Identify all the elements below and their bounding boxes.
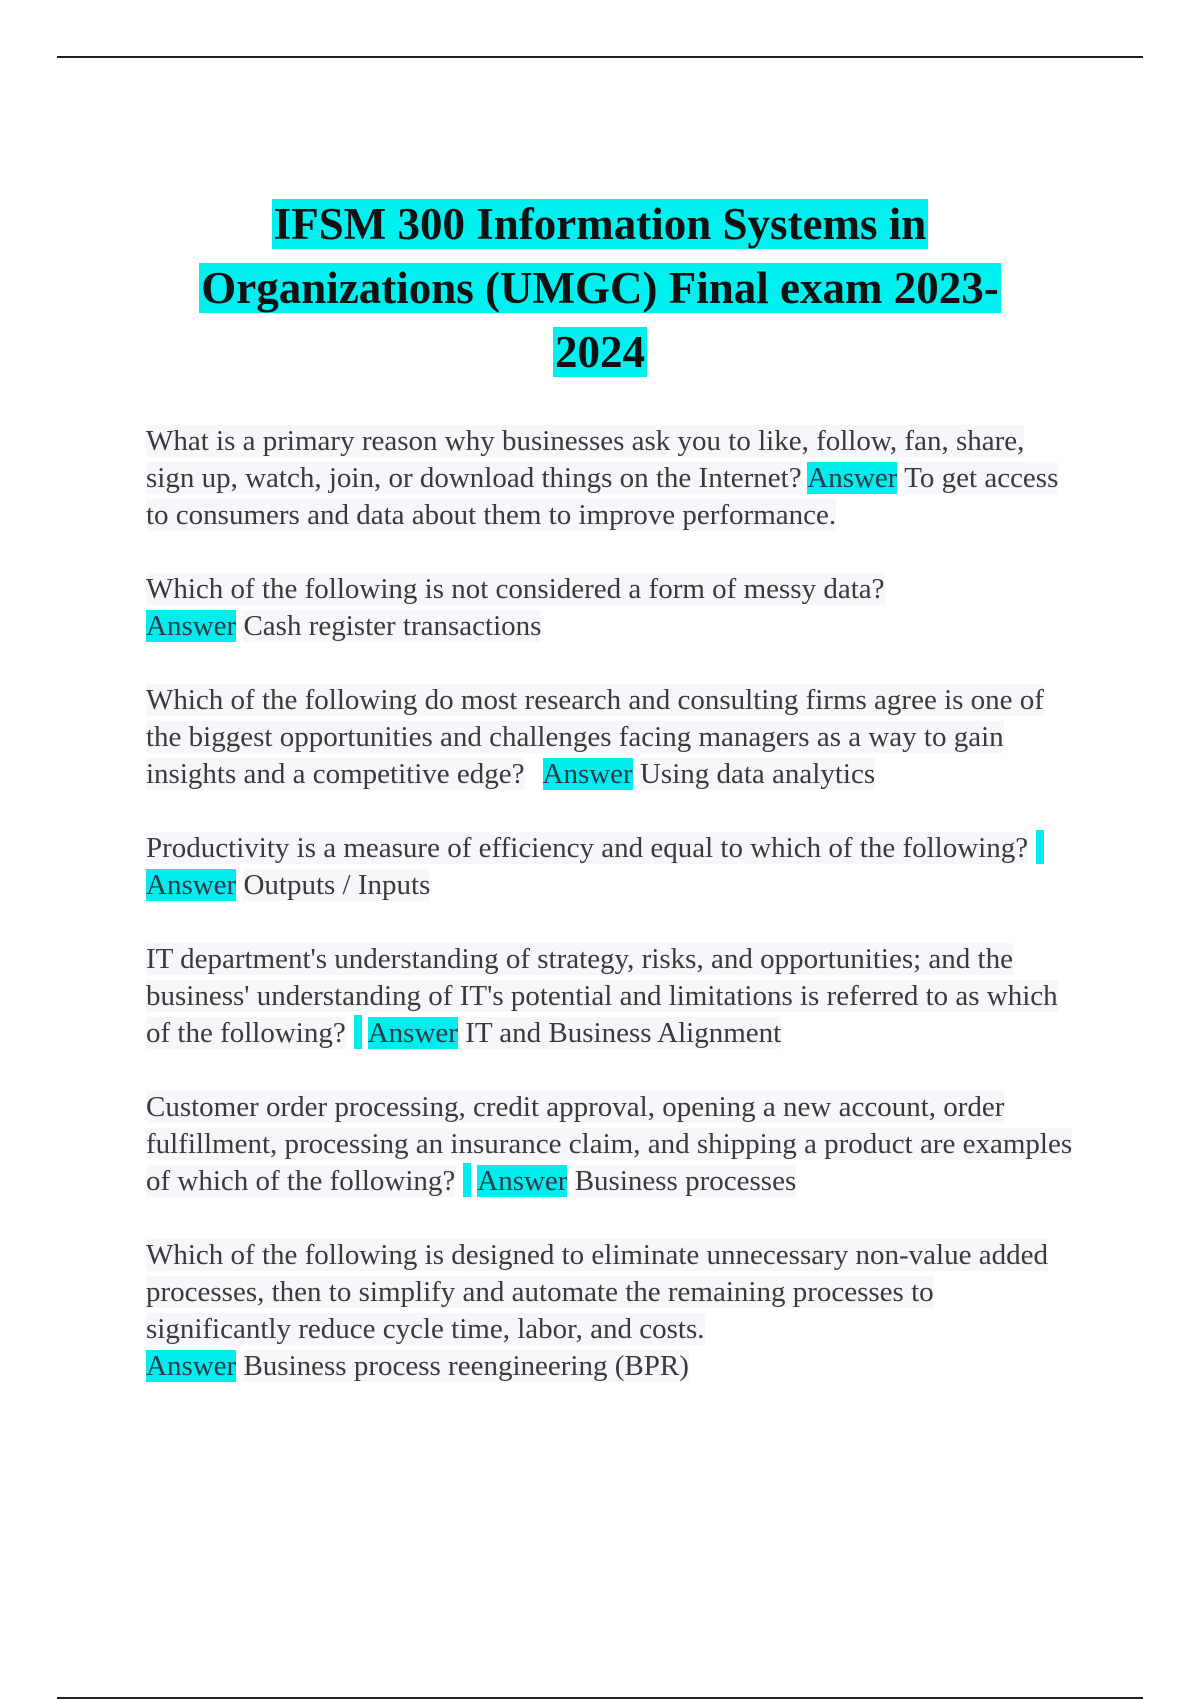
question-text: Customer order processing, credit approval, opening a new account, order fulfillment, processing an insurance claim, and shipping a product are examples of which of the following? <box>146 1091 1073 1197</box>
title-line-3: 2024 <box>555 327 645 377</box>
answer-text: IT and Business Alignment <box>465 1017 782 1049</box>
question-text: Which of the following is not considered a form of messy data? <box>146 573 885 605</box>
qa-item-6 <box>146 1089 1076 1200</box>
answer-text: Outputs / Inputs <box>243 869 431 901</box>
highlight-marker <box>463 1163 471 1197</box>
question-text: IT department's understanding of strategy, risks, and opportunities; and the business' understanding of IT's potential and limitations is referred to as which of the following? <box>146 943 1058 1049</box>
answer-label: Answer <box>367 1017 458 1049</box>
qa-item-3 <box>146 682 1076 793</box>
highlight-marker <box>354 1015 362 1049</box>
answer-text: Cash register transactions <box>243 610 542 642</box>
qa-item-1 <box>146 423 1076 534</box>
answer-text: Business process reengineering (BPR) <box>243 1350 689 1382</box>
answer-label: Answer <box>146 610 237 642</box>
top-rule <box>57 56 1143 58</box>
question-text: Which of the following do most research and consulting firms agree is one of the biggest opportunities and challenges facing managers as a way to gain insights and a competitive edge? <box>146 684 1044 790</box>
answer-label: Answer <box>146 869 237 901</box>
qa-item-2 <box>146 571 1076 645</box>
question-text: What is a primary reason why businesses ask you to like, follow, fan, share, sign up, watch, join, or download things on the Internet? <box>146 425 1025 494</box>
answer-label: Answer <box>807 462 898 494</box>
answer-text: Business processes <box>574 1165 797 1197</box>
question-text: Which of the following is designed to eliminate unnecessary non-value added processes, then to simplify and automate the remaining processes to significantly reduce cycle time, labor, and costs. <box>146 1239 1048 1345</box>
title-line-1: IFSM 300 Information Systems in <box>273 199 927 249</box>
answer-label: Answer <box>146 1350 237 1382</box>
answer-text: Using data analytics <box>639 758 876 790</box>
highlight-marker <box>1036 830 1044 864</box>
question-text: Productivity is a measure of efficiency and equal to which of the following? <box>146 832 1029 864</box>
answer-label: Answer <box>542 758 633 790</box>
qa-item-4 <box>146 830 1076 904</box>
qa-item-7 <box>146 1237 1076 1385</box>
document-title <box>110 192 1090 384</box>
bottom-rule <box>57 1697 1143 1699</box>
qa-item-5 <box>146 941 1076 1052</box>
qa-list <box>146 423 1076 1422</box>
answer-text: To get access to consumers and data about them to improve performance. <box>146 462 1059 531</box>
title-line-2: Organizations (UMGC) Final exam 2023- <box>201 263 999 313</box>
answer-label: Answer <box>477 1165 568 1197</box>
